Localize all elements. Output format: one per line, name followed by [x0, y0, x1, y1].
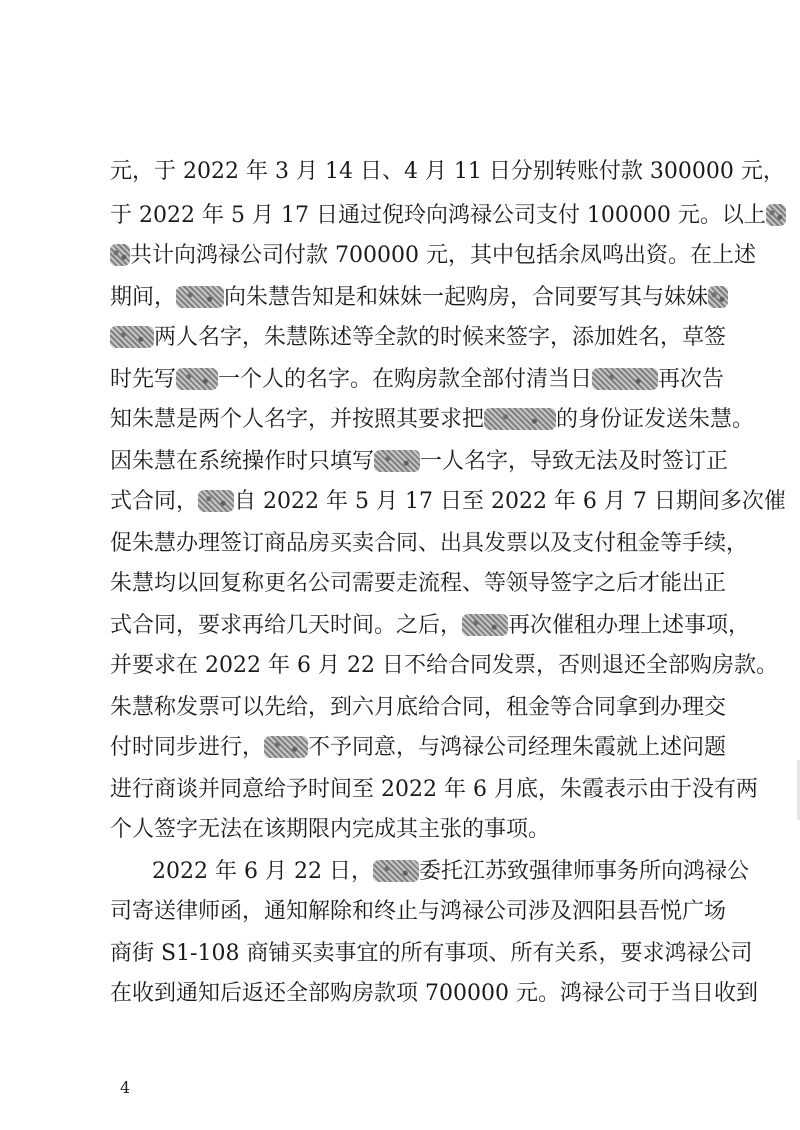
text-line-13: 并要求在 2022 年 6 月 22 日不给合同发票，否则退还全部购房款。 — [110, 653, 778, 678]
text-segment: 不予同意，与鸿禄公司经理朱霞就上述问题 — [308, 735, 727, 760]
text-line-15 — [110, 732, 727, 764]
redacted-name — [110, 244, 130, 266]
text-segment: 于 2022 年 5 月 17 日通过倪玲向鸿禄公司支付 100000 元。以上 — [110, 203, 766, 228]
text-segment: 的身份证发送朱慧。 — [556, 407, 755, 432]
text-segment: 知朱慧是两个人名字，并按照其要求把 — [110, 407, 485, 432]
redacted-name — [176, 286, 224, 308]
text-segment: 付时同步进行， — [110, 735, 265, 760]
text-segment: 时先写 — [110, 367, 177, 392]
text-line-12 — [110, 610, 751, 642]
text-segment: 再次催租办理上述事项， — [508, 613, 751, 638]
text-segment: 期间， — [110, 285, 177, 310]
redacted-name — [110, 326, 154, 348]
text-segment: 共计向鸿禄公司付款 700000 元，其中包括余凤鸣出资。在上述 — [130, 243, 756, 268]
text-line-1: 元，于 2022 年 3 月 14 日、4 月 11 日分别转账付款 300000 元， — [110, 159, 785, 184]
text-line-3 — [110, 240, 756, 272]
redacted-name — [484, 408, 556, 430]
redacted-name — [176, 368, 218, 390]
text-segment: 因朱慧在系统操作时只填写 — [110, 449, 375, 474]
redacted-name — [592, 368, 658, 390]
text-segment: 2022 年 6 月 22 日， — [152, 859, 373, 884]
text-segment: 两人名字，朱慧陈述等全款的时候来签字，添加姓名，草签 — [154, 325, 727, 350]
text-line-16: 进行商谈并同意给予时间至 2022 年 6 月底，朱霞表示由于没有两 — [110, 777, 758, 802]
text-segment: 一个人的名字。在购房款全部付清当日 — [218, 367, 593, 392]
redacted-name — [374, 450, 420, 472]
text-line-10: 促朱慧办理签订商品房买卖合同、出具发票以及支付租金等手续， — [110, 531, 749, 556]
text-line-7 — [110, 404, 755, 436]
redacted-name — [198, 490, 234, 512]
text-line-19: 司寄送律师函，通知解除和终止与鸿禄公司涉及泗阳县吾悦广场 — [110, 899, 727, 924]
text-line-17: 个人签字无法在该期限内完成其主张的事项。 — [110, 817, 551, 842]
text-line-21: 在收到通知后返还全部购房款项 700000 元。鸿禄公司于当日收到 — [110, 981, 758, 1006]
text-line-20: 商街 S1-108 商铺买卖事宜的所有事项、所有关系，要求鸿禄公司 — [110, 941, 753, 966]
text-segment: 自 2022 年 5 月 17 日至 2022 年 6 月 7 日期间多次催 — [234, 489, 786, 514]
redacted-name — [708, 286, 728, 308]
text-segment: 式合同， — [110, 489, 199, 514]
text-line-18 — [152, 856, 749, 888]
redacted-name — [766, 204, 786, 226]
text-segment: 式合同，要求再给几天时间。之后， — [110, 613, 463, 638]
text-segment: 一人名字，导致无法及时签订正 — [420, 449, 729, 474]
text-line-14: 朱慧称发票可以先给，到六月底给合同，租金等合同拿到办理交 — [110, 695, 727, 720]
text-line-11: 朱慧均以回复称更名公司需要走流程、等领导签字之后才能出正 — [110, 571, 727, 596]
text-line-8 — [110, 446, 729, 478]
page-number: 4 — [120, 1078, 131, 1097]
text-segment: 委托江苏致强律师事务所向鸿禄公 — [418, 859, 749, 884]
text-segment: 再次告 — [658, 367, 725, 392]
text-line-6 — [110, 364, 725, 396]
redacted-name — [462, 614, 508, 636]
text-line-5 — [110, 322, 727, 354]
text-line-9 — [110, 486, 786, 518]
text-segment: 向朱慧告知是和妹妹一起购房，合同要写其与妹妹 — [224, 285, 709, 310]
redacted-name — [264, 736, 308, 758]
text-line-2 — [110, 200, 766, 232]
text-line-4 — [110, 282, 709, 314]
redacted-name — [373, 860, 419, 882]
